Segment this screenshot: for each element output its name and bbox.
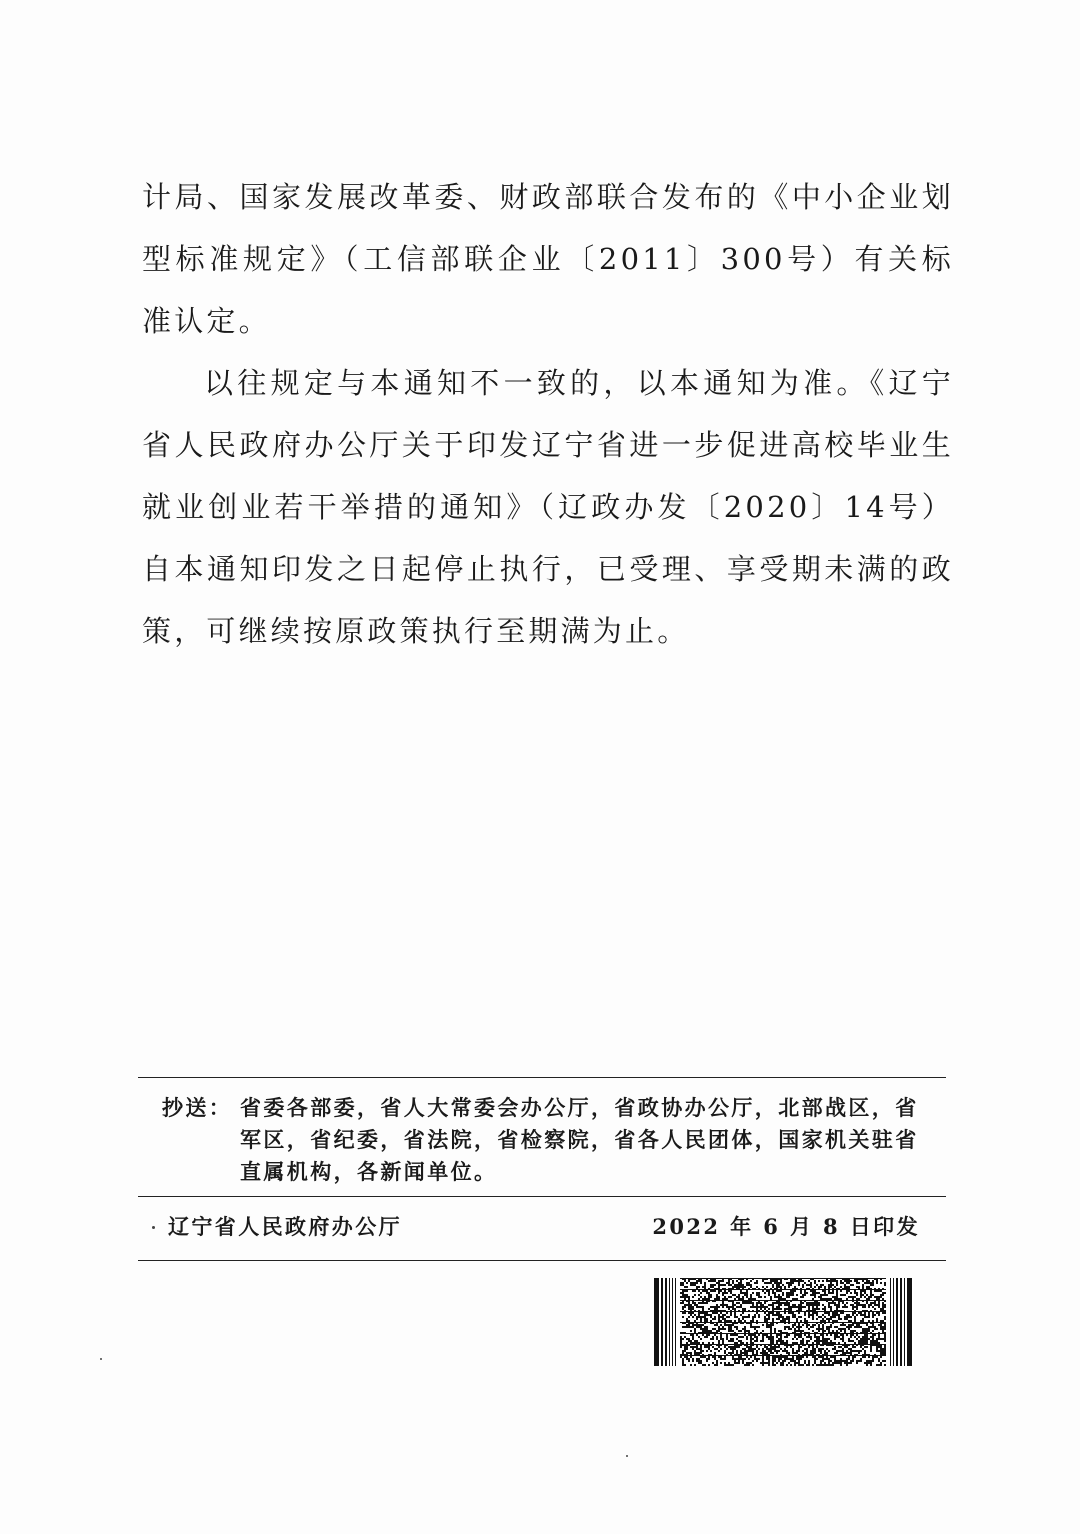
scan-speck — [152, 1226, 155, 1229]
issuer-name: 辽宁省人民政府办公厅 — [168, 1214, 402, 1239]
issue-date: 2022 年 6 月 8 日印发 — [652, 1214, 920, 1239]
paragraph-repeal-notice: 以往规定与本通知不一致的，以本通知为准。《辽宁省人民政府办公厅关于印发辽宁省进一步促进高校毕业生就业创业若干举措的通知》（辽政办发〔2020〕14号）自本通知印发之日起停止执行，已受理、享受期未满的政策，可继续按原政策执行至期满为止。 — [142, 366, 954, 648]
middle-divider — [138, 1196, 946, 1197]
scan-speck — [100, 1358, 102, 1360]
document-barcode-icon — [654, 1278, 914, 1366]
top-divider — [138, 1077, 946, 1078]
document-body — [142, 166, 954, 662]
paragraph-continuation: 计局、国家发展改革委、财政部联合发布的《中小企业划型标准规定》（工信部联企业〔2011〕300号）有关标准认定。 — [142, 180, 954, 338]
cc-recipients: 省委各部委，省人大常委会办公厅，省政协办公厅，北部战区，省军区，省纪委，省法院，省检察院，省各人民团体，国家机关驻省直属机构，各新闻单位。 — [240, 1095, 919, 1184]
scan-speck — [626, 1455, 628, 1457]
cc-label: 抄送： — [162, 1095, 233, 1120]
cc-section — [162, 1092, 932, 1188]
bottom-divider — [138, 1260, 946, 1261]
